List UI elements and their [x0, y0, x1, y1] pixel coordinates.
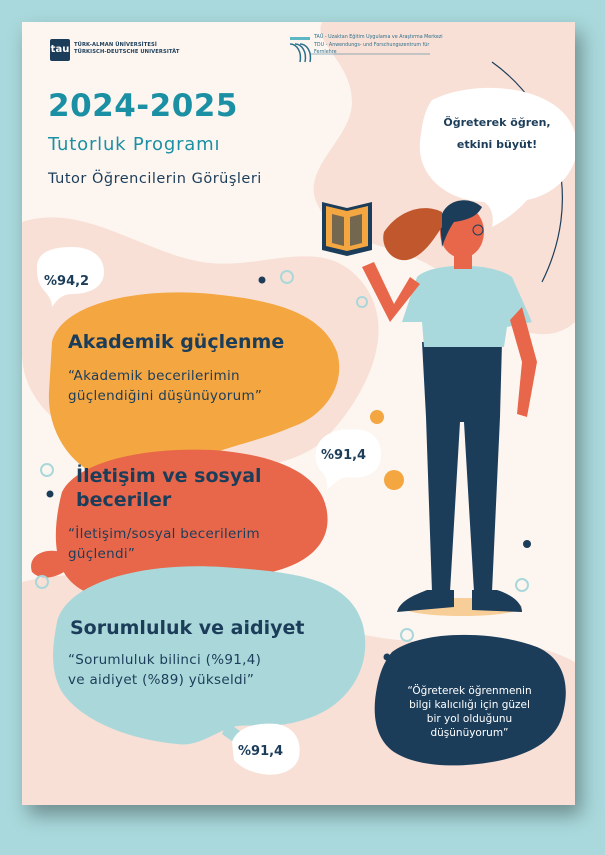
- program-title: Tutorluk Programı: [48, 134, 221, 155]
- subtitle: Tutor Öğrencilerin Görüşleri: [48, 171, 262, 187]
- heading-academic: Akademik güçlenme: [68, 331, 285, 353]
- quote-communication: “İletişim/sosyal becerilerim güçlendi”: [68, 526, 261, 562]
- heading-responsibility: Sorumluluk ve aidiyet: [70, 617, 305, 639]
- percent-communication: %91,4: [321, 448, 367, 463]
- quote-responsibility: “Sorumluluk bilinci (%91,4) ve aidiyet (%89) yükseldi”: [68, 652, 262, 688]
- percent-responsibility: %91,4: [238, 744, 284, 759]
- speech-bubble-text: Öğreterek öğren, etkini büyüt!: [443, 116, 551, 151]
- center-logo-icon: [290, 37, 310, 62]
- university-logo: tau: [50, 39, 70, 61]
- percent-academic: %94,2: [44, 274, 90, 289]
- poster: [22, 22, 575, 805]
- university-name: TÜRK-ALMAN ÜNİVERSİTESİ TÜRKISCH-DEUTSCHE UNIVERSITÄT: [74, 42, 180, 55]
- coral-blob-tail: [31, 551, 67, 578]
- heading-communication: İletişim ve sosyal beceriler: [76, 465, 262, 511]
- year-title: 2024-2025: [48, 88, 238, 124]
- quote-academic: “Akademik becerilerimin güçlendiğini düşünüyorum”: [68, 368, 263, 404]
- center-name: TAÜ - Uzaktan Eğitim Uygulama ve Araştırma Merkezi TDU - Anwendungs- und Forschungszentrum für Fernlehre: [314, 35, 443, 55]
- navy-quote-text: “Öğreterek öğrenmenin bilgi kalıcılığı için güzel bir yol olduğunu düşünüyorum”: [407, 685, 532, 739]
